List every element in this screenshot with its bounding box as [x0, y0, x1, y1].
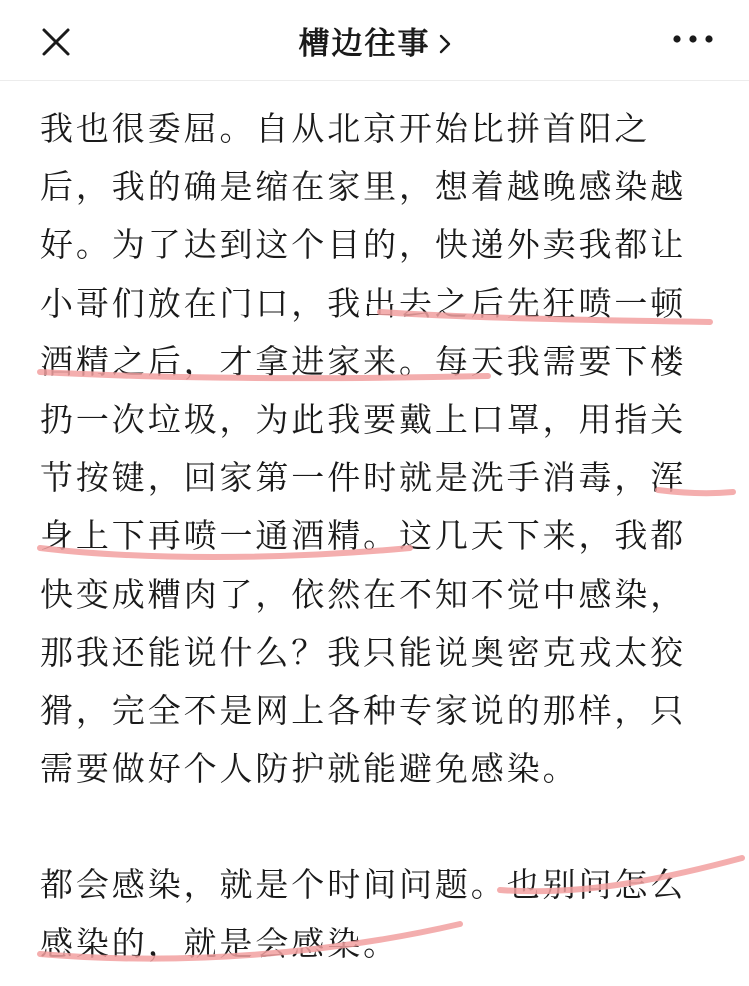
more-dots-icon[interactable] [669, 27, 717, 51]
chevron-right-icon [439, 33, 451, 55]
highlighted-text-3: 也别问怎么感染的，就是会感染。 [40, 865, 687, 963]
article-paragraph-1 [40, 100, 715, 798]
highlighted-text-2: 浑身上下再喷一通酒精。 [40, 458, 687, 556]
account-title-link[interactable] [0, 18, 749, 63]
article-body [40, 100, 715, 973]
paragraph-2-text-1: 都会感染，就是个时间问题。 [40, 865, 507, 905]
top-nav-bar [0, 0, 749, 81]
paragraph-1-text-2: 每天我需要下楼扔一次垃圾，为此我要戴上口罩，用指关节按键，回家第一件时就是洗手消毒， [40, 341, 687, 498]
account-title: 槽边往事 [298, 26, 431, 62]
highlighted-text-1: 出去之后先狂喷一顿酒精之后，才拿进家来。 [40, 283, 687, 381]
paragraph-1-text-1: 我也很委屈。自从北京开始比拼首阳之后，我的确是缩在家里，想着越晚感染越好。为了达到这个目的，快递外卖我都让小哥们放在门口，我 [40, 109, 687, 323]
paragraph-1-text-3: 这几天下来，我都快变成糟肉了，依然在不知不觉中感染，那我还能说什么？我只能说奥密克戎太狡猾，完全不是网上各种专家说的那样，只需要做好个人防护就能避免感染。 [40, 516, 687, 789]
article-paragraph-2 [40, 856, 715, 972]
